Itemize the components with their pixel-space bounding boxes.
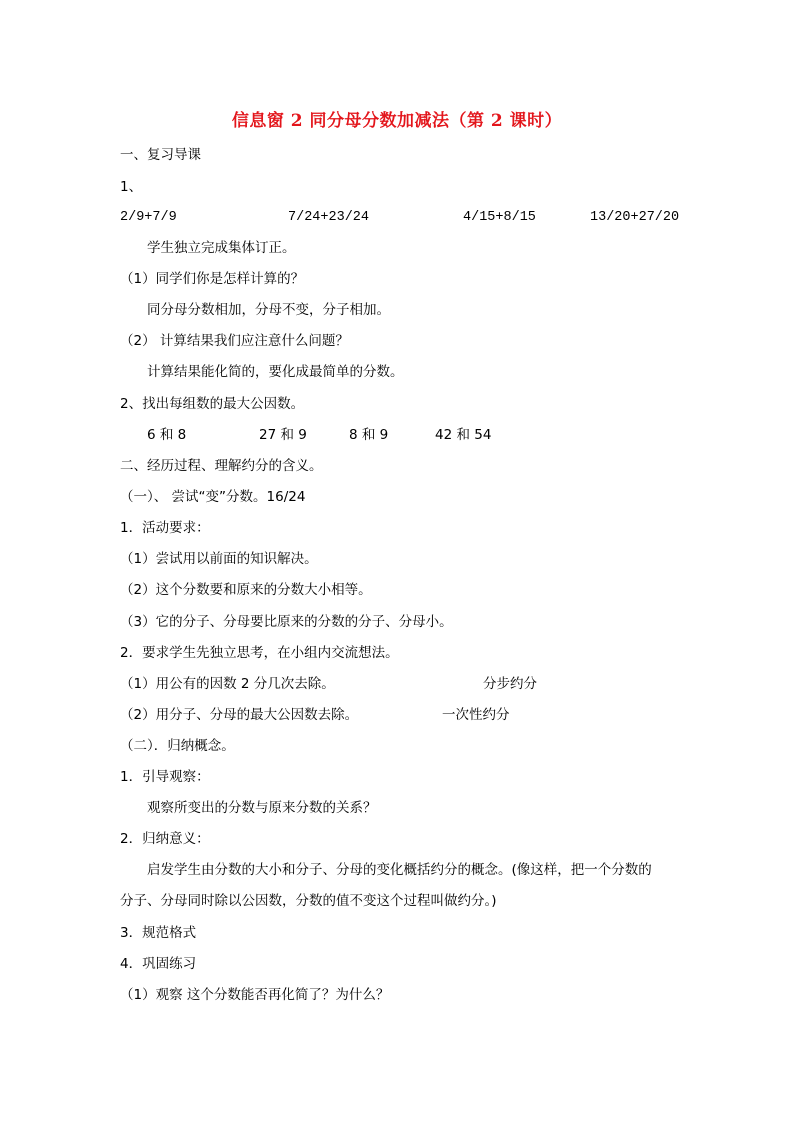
document-title: 信息窗 2 同分母分数加减法（第 2 课时） <box>231 111 563 131</box>
subsection-heading: （二）．归纳概念。 <box>120 738 235 754</box>
number-pair-3: 8 和 9 <box>349 427 389 443</box>
list-item: （1）用公有的因数 2 分几次去除。 <box>120 676 335 692</box>
answer: 计算结果能化简的，要化成最简单的分数。 <box>147 364 404 380</box>
section-2-heading: 二、经历过程、理解约分的含义。 <box>120 458 323 474</box>
numbered-item: 4．巩固练习 <box>120 956 197 972</box>
section-1-heading: 一、复习导课 <box>120 147 201 163</box>
numbered-item: 1．活动要求： <box>120 520 210 536</box>
number-pair-1: 6 和 8 <box>147 427 187 443</box>
numbered-item: 2．要求学生先独立思考，在小组内交流想法。 <box>120 645 399 661</box>
question: （2） 计算结果我们应注意什么问题？ <box>120 333 349 349</box>
method-label: 一次性约分 <box>442 707 510 723</box>
item-1-label: 1、 <box>120 179 143 195</box>
paragraph: 观察所变出的分数与原来分数的关系？ <box>147 800 377 816</box>
paragraph: 学生独立完成集体订正。 <box>147 240 296 256</box>
list-item: （1）观察 这个分数能否再化简了？为什么？ <box>120 987 390 1003</box>
number-pair-4: 42 和 54 <box>435 427 492 443</box>
expression-1: 2/9+7/9 <box>120 210 177 225</box>
paragraph: 启发学生由分数的大小和分子、分母的变化概括约分的概念。(像这样，把一个分数的 <box>147 862 652 878</box>
number-pair-2: 27 和 9 <box>259 427 307 443</box>
paragraph-continued: 分子、分母同时除以公因数，分数的值不变这个过程叫做约分。) <box>120 893 497 909</box>
subsection-heading: （一）、 尝试“变”分数。16/24 <box>120 489 306 505</box>
list-item: （2）这个分数要和原来的分数大小相等。 <box>120 582 372 598</box>
item-2-label: 2、找出每组数的最大公因数。 <box>120 396 305 412</box>
expression-3: 4/15+8/15 <box>463 210 536 225</box>
method-label: 分步约分 <box>483 676 537 692</box>
question: （1）同学们你是怎样计算的？ <box>120 271 305 287</box>
numbered-item: 1．引导观察： <box>120 769 210 785</box>
answer: 同分母分数相加，分母不变，分子相加。 <box>147 302 390 318</box>
numbered-item: 3．规范格式 <box>120 925 197 941</box>
expression-4: 13/20+27/20 <box>590 210 680 225</box>
list-item: （3）它的分子、分母要比原来的分数的分子、分母小。 <box>120 614 453 630</box>
expression-2: 7/24+23/24 <box>288 210 370 225</box>
numbered-item: 2．归纳意义： <box>120 831 210 847</box>
list-item: （1）尝试用以前面的知识解决。 <box>120 551 318 567</box>
list-item: （2）用分子、分母的最大公因数去除。 <box>120 707 359 723</box>
